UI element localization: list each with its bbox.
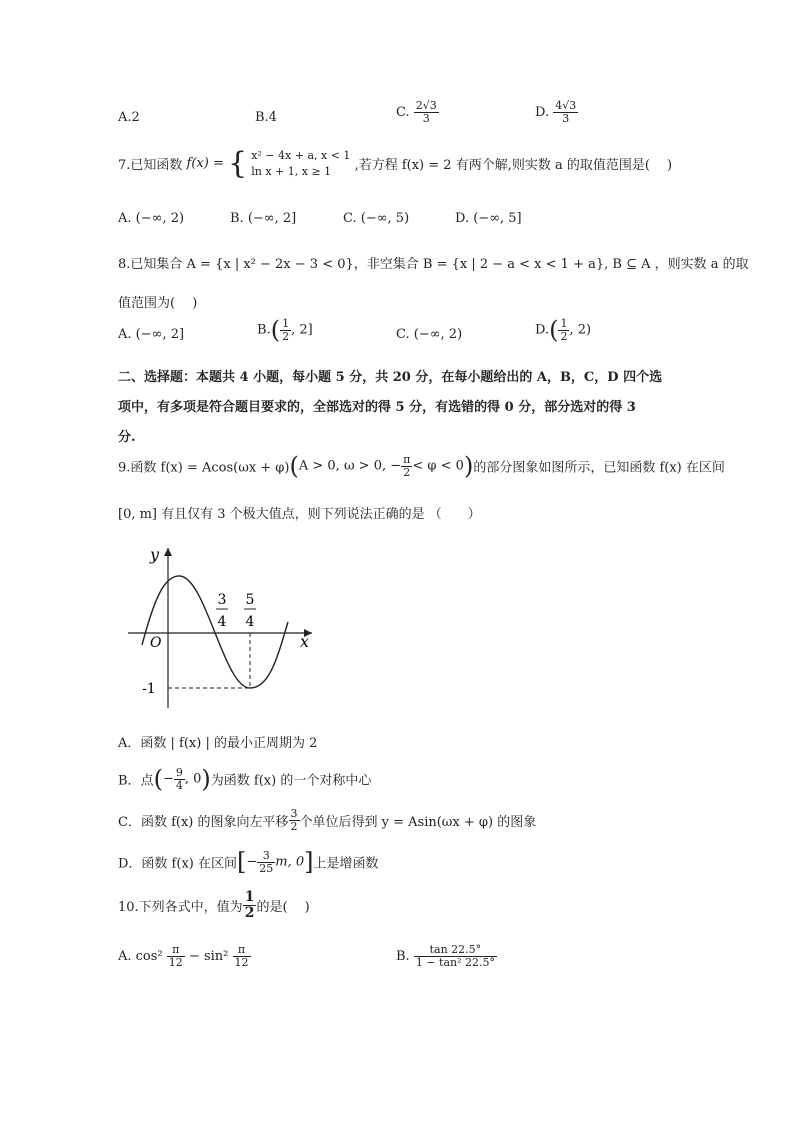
- fraction: [558, 318, 569, 343]
- numerator: 2√3: [415, 99, 437, 112]
- q7-option-b: B. (−∞, 2]: [230, 211, 297, 226]
- option-text-start: C．函数 f(x) 的图象向左平移: [118, 815, 289, 830]
- denominator: 12: [234, 956, 249, 969]
- origin-label: O: [150, 635, 162, 651]
- fraction: [280, 318, 291, 343]
- q6-option-b: B.4: [255, 110, 277, 125]
- q9-option-b: [118, 765, 371, 793]
- q9-option-d: [118, 848, 379, 876]
- q7-function-name: f(x) =: [186, 156, 224, 171]
- q10-text-end: 的是( ): [256, 900, 310, 915]
- denominator: 25: [259, 861, 274, 875]
- q6-option-d: [535, 100, 578, 125]
- q8-line1: 8.已知集合 A = {x | x² − 2x − 3 < 0}，非空集合 B = {x | 2 − a < x < 1 + a}, B ⊆ A ，则实数 a 的取: [118, 257, 749, 272]
- q9-option-a: A．函数 | f(x) | 的最小正周期为 2: [118, 736, 318, 751]
- option-label: C.: [396, 105, 410, 120]
- denominator: 2: [244, 905, 255, 921]
- numerator: 9: [175, 765, 183, 779]
- fraction: [233, 944, 251, 969]
- q9-cosine-graph: [120, 540, 320, 715]
- denominator: 3: [562, 112, 570, 125]
- numerator: 3: [290, 807, 298, 820]
- q8-option-d: [535, 316, 591, 344]
- fraction: [414, 100, 439, 125]
- fraction: [174, 767, 185, 792]
- denominator: 4: [175, 778, 183, 792]
- open-paren: (: [270, 316, 281, 344]
- q10-option-a: [118, 944, 251, 969]
- q6-option-c: [396, 100, 439, 125]
- numerator: π: [233, 944, 251, 957]
- q9-condition-b: < φ < 0: [412, 458, 464, 474]
- open-paren: (: [289, 452, 299, 480]
- function-curve: [142, 576, 288, 688]
- q9-line1: [118, 452, 725, 480]
- close-bracket: ]: [304, 848, 314, 876]
- section2-line3: 分.: [118, 430, 136, 445]
- half-fraction: [243, 890, 257, 921]
- y-axis-label: y: [150, 545, 160, 564]
- q10-text-start: 10.下列各式中，值为: [118, 900, 243, 915]
- denominator: 12: [168, 956, 183, 969]
- open-paren: (: [549, 316, 559, 344]
- tick1-denominator: 4: [217, 614, 227, 630]
- denominator: 1 − tan² 22.5°: [415, 956, 495, 969]
- q8-line2: 值范围为( ): [118, 296, 198, 311]
- numerator: 3: [257, 850, 275, 863]
- fraction: [167, 944, 185, 969]
- q8-option-c: C. (−∞, 2): [396, 327, 463, 342]
- fraction: [553, 100, 578, 125]
- open-bracket: [: [236, 848, 247, 876]
- q7-option-a: A. (−∞, 2): [118, 211, 185, 226]
- q10-stem: [118, 890, 310, 921]
- q9-line2: [0, m] 有且仅有 3 个极大值点，则下列说法正确的是 （ ）: [118, 507, 481, 522]
- option-label: B.: [396, 949, 410, 964]
- numerator: 1: [244, 889, 255, 905]
- denominator: 2: [290, 820, 298, 833]
- open-paren: (: [153, 765, 163, 793]
- denominator: 2: [403, 465, 411, 479]
- fraction: [401, 454, 412, 479]
- denominator: 2: [560, 329, 568, 343]
- fraction: [289, 808, 300, 833]
- point-tail: , 0: [184, 771, 202, 787]
- option-text-start: D．函数 f(x) 在区间: [118, 856, 237, 872]
- option-mid: − sin²: [188, 949, 229, 964]
- numerator: 1: [560, 316, 568, 330]
- option-text-end: 上是增函数: [313, 856, 379, 872]
- option-label: D.: [535, 105, 550, 120]
- q9-function: 9.函数 f(x) = Acos(ωx + φ): [118, 460, 290, 476]
- x-axis-label: x: [300, 632, 310, 651]
- q7-stem: [118, 146, 672, 181]
- fraction: [414, 944, 497, 969]
- q9-condition-a: A > 0, ω > 0, −: [298, 458, 402, 474]
- q7-option-c: C. (−∞, 5): [343, 211, 410, 226]
- denominator: 2: [282, 329, 290, 343]
- interval-tail: m, 0: [275, 854, 305, 870]
- q9-text: 的部分图象如图所示，已知函数 f(x) 在区间: [473, 460, 725, 476]
- section2-line2: 项中，有多项是符合题目要求的，全部选对的得 5 分，有选错的得 0 分，部分选对的得 3: [118, 400, 636, 415]
- numerator: 1: [282, 316, 290, 330]
- option-label: D.: [535, 322, 550, 338]
- q8-option-a: A. (−∞, 2]: [118, 327, 185, 342]
- option-text: 为函数 f(x) 的一个对称中心: [210, 773, 372, 789]
- option-text-end: 个单位后得到 y = Asin(ωx + φ) 的图象: [299, 815, 537, 830]
- q6-option-a: A.2: [118, 110, 140, 125]
- denominator: 3: [422, 112, 430, 125]
- fraction: [257, 850, 275, 875]
- tick2-denominator: 4: [245, 614, 255, 630]
- numerator: π: [403, 452, 411, 466]
- q8-option-b: [257, 316, 313, 344]
- y-axis-arrow: [164, 548, 172, 556]
- q7-text-end: ,若方程 f(x) = 2 有两个解,则实数 a 的取值范围是( ): [354, 158, 673, 173]
- minus-sign: −: [162, 771, 174, 787]
- minus-sign: −: [246, 854, 258, 870]
- option-tail: , 2]: [291, 322, 313, 338]
- tick2-numerator: 5: [245, 592, 255, 608]
- tick1-numerator: 3: [217, 592, 227, 608]
- min-value-label: -1: [142, 681, 156, 697]
- close-paren: ): [201, 765, 211, 793]
- piecewise-cases: [251, 148, 350, 180]
- numerator: tan 22.5°: [414, 944, 497, 957]
- piecewise-brace: {: [228, 146, 248, 181]
- option-tail: , 2): [569, 322, 592, 338]
- q10-option-b: [396, 944, 497, 969]
- numerator: π: [167, 944, 185, 957]
- section2-line1: 二、选择题：本题共 4 小题，每小题 5 分，共 20 分，在每小题给出的 A，B，C，D 四个选: [118, 370, 663, 385]
- option-label: B．点: [118, 773, 154, 789]
- q7-text-start: 7.已知函数: [118, 158, 183, 173]
- q7-option-d: D. (−∞, 5]: [455, 211, 522, 226]
- numerator: 4√3: [555, 99, 577, 112]
- piecewise-case-1: x² − 4x + a, x < 1: [251, 148, 351, 162]
- option-label: A. cos²: [118, 949, 163, 964]
- option-label: B.: [257, 322, 271, 338]
- piecewise-case-2: ln x + 1, x ≥ 1: [251, 164, 332, 178]
- close-paren: ): [463, 452, 474, 480]
- q9-option-c: [118, 808, 536, 833]
